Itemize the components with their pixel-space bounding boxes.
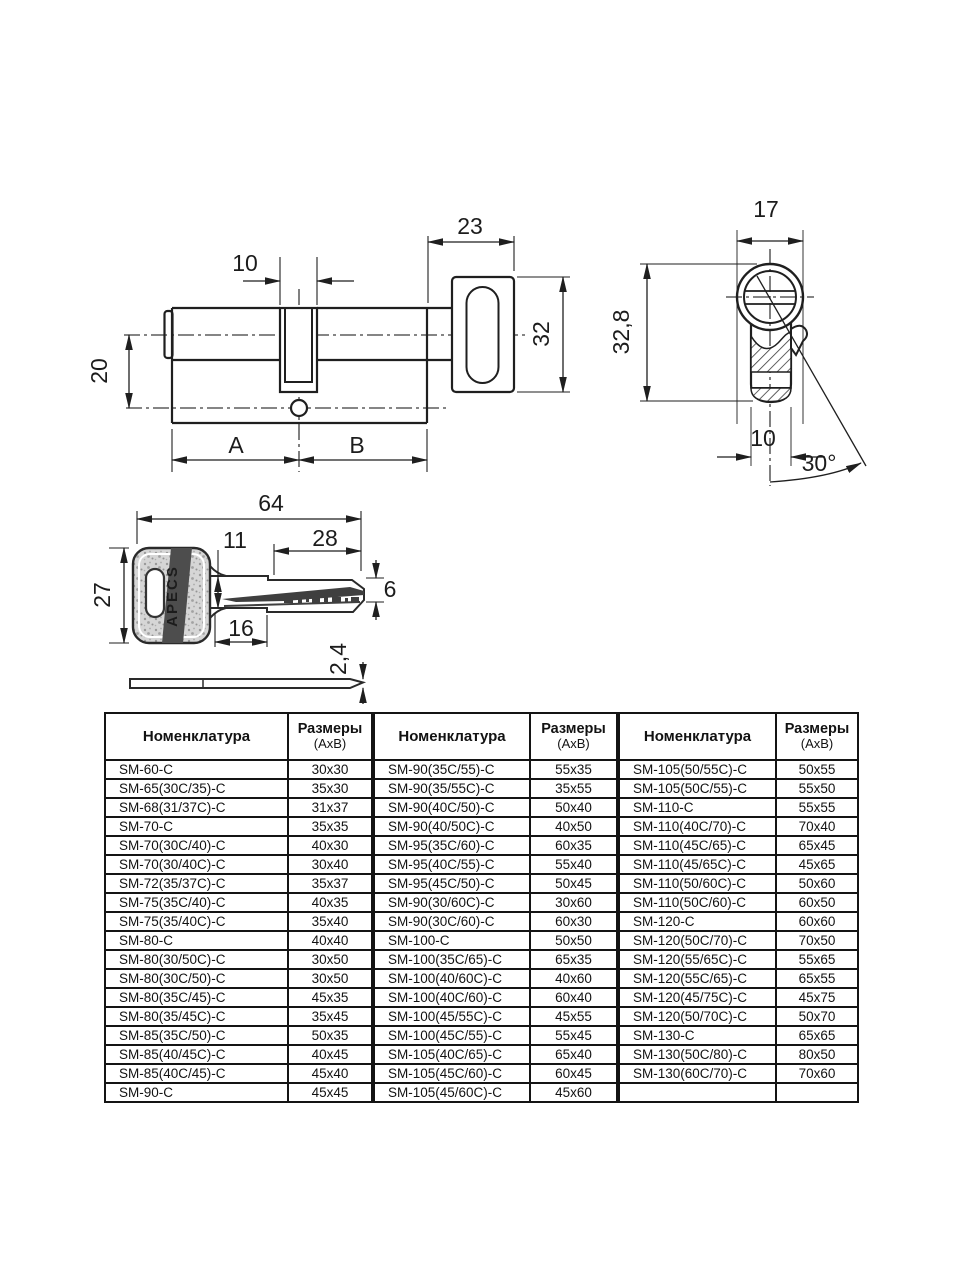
table-row (374, 1083, 617, 1102)
nomenclature-header: Номенклатура (619, 713, 776, 760)
size-header (776, 713, 858, 760)
dim-key-tip-length: 28 (312, 525, 338, 551)
size-cell: 50x35 (288, 1026, 372, 1045)
size-cell: 45x75 (776, 988, 858, 1007)
nomenclature-cell: SM-70(30C/40)-C (105, 836, 288, 855)
size-cell: 50x70 (776, 1007, 858, 1026)
size-header-title: Размеры (297, 720, 363, 737)
table-row (619, 1045, 858, 1064)
table-row (105, 760, 372, 779)
nomenclature-cell: SM-110(50/60C)-C (619, 874, 776, 893)
nomenclature-cell: SM-105(50/55C)-C (619, 760, 776, 779)
table-row (105, 931, 372, 950)
nomenclature-cell: SM-105(45/60C)-C (374, 1083, 530, 1102)
table-row (374, 912, 617, 931)
size-cell: 35x35 (288, 817, 372, 836)
dim-length-a: A (228, 432, 244, 458)
size-cell: 40x40 (288, 931, 372, 950)
table-row (374, 988, 617, 1007)
size-cell: 30x50 (288, 969, 372, 988)
size-cell: 55x50 (776, 779, 858, 798)
nomenclature-cell: SM-110-C (619, 798, 776, 817)
table-row (374, 836, 617, 855)
brand-label: APECS (164, 565, 181, 627)
nomenclature-cell: SM-85(40/45C)-C (105, 1045, 288, 1064)
table-row (374, 893, 617, 912)
table-row (619, 817, 858, 836)
nomenclature-cell: SM-110(50C/60)-C (619, 893, 776, 912)
spec-table-3 (618, 712, 859, 1103)
table-row (105, 855, 372, 874)
dim-key-base-length: 16 (228, 615, 254, 641)
table-row (619, 931, 858, 950)
knob-neck (427, 308, 452, 360)
table-row (619, 798, 858, 817)
table-row (105, 1026, 372, 1045)
size-cell: 50x60 (776, 874, 858, 893)
nomenclature-cell: SM-120(50C/70)-C (619, 931, 776, 950)
dim-knob-length: 23 (457, 213, 483, 239)
size-cell: 65x40 (530, 1045, 617, 1064)
size-cell: 55x40 (530, 855, 617, 874)
table-row (619, 988, 858, 1007)
dim-key-blade-height: 6 (383, 576, 397, 602)
table-row (374, 1007, 617, 1026)
dim-key-head-height: 27 (89, 582, 115, 608)
size-cell: 45x65 (776, 855, 858, 874)
size-header-unit: (АхВ) (313, 736, 347, 752)
nomenclature-cell: SM-130(50C/80)-C (619, 1045, 776, 1064)
size-cell (776, 1083, 858, 1102)
nomenclature-cell: SM-100(40/60C)-C (374, 969, 530, 988)
nomenclature-cell: SM-90(40C/50)-C (374, 798, 530, 817)
table-row (619, 760, 858, 779)
nomenclature-cell: SM-95(45C/50)-C (374, 874, 530, 893)
size-cell: 40x45 (288, 1045, 372, 1064)
nomenclature-cell: SM-95(40C/55)-C (374, 855, 530, 874)
dim-key-length: 64 (258, 490, 284, 516)
size-cell: 55x65 (776, 950, 858, 969)
size-cell: 60x40 (530, 988, 617, 1007)
table-row (105, 798, 372, 817)
key-ring-hole (146, 569, 164, 617)
cylinder-side-view (124, 236, 570, 472)
table-row (619, 1007, 858, 1026)
size-cell: 45x40 (288, 1064, 372, 1083)
size-cell: 40x35 (288, 893, 372, 912)
size-cell: 65x55 (776, 969, 858, 988)
nomenclature-cell: SM-65(30C/35)-C (105, 779, 288, 798)
size-cell: 40x50 (530, 817, 617, 836)
nomenclature-cell: SM-95(35C/60)-C (374, 836, 530, 855)
size-cell: 45x60 (530, 1083, 617, 1102)
table-row (105, 1045, 372, 1064)
size-cell: 31x37 (288, 798, 372, 817)
size-cell: 60x30 (530, 912, 617, 931)
table-row (619, 1083, 858, 1102)
size-header (288, 713, 372, 760)
size-cell: 55x45 (530, 1026, 617, 1045)
nomenclature-cell: SM-90(40/50C)-C (374, 817, 530, 836)
table-row (619, 950, 858, 969)
nomenclature-cell: SM-120(45/75C)-C (619, 988, 776, 1007)
table-row (105, 1007, 372, 1026)
dim-key-shoulder: 11 (223, 527, 247, 553)
size-header-unit: (АхВ) (557, 736, 590, 752)
nomenclature-cell: SM-105(45C/60)-C (374, 1064, 530, 1083)
table-row (619, 912, 858, 931)
key-side-view (130, 679, 363, 688)
table-row (619, 1064, 858, 1083)
table-row (619, 969, 858, 988)
size-cell: 35x40 (288, 912, 372, 931)
table-header-row (105, 713, 372, 760)
nomenclature-cell: SM-70-C (105, 817, 288, 836)
nomenclature-cell: SM-110(45C/65)-C (619, 836, 776, 855)
dim-knob-height: 32 (528, 321, 554, 347)
nomenclature-cell: SM-60-C (105, 760, 288, 779)
size-header-title: Размеры (784, 720, 850, 737)
size-cell: 55x55 (776, 798, 858, 817)
size-spec-tables (104, 712, 859, 1103)
dim-rotation-angle: 30° (801, 450, 837, 476)
size-cell: 30x50 (288, 950, 372, 969)
nomenclature-cell: SM-100(35C/65)-C (374, 950, 530, 969)
nomenclature-cell: SM-90(30/60C)-C (374, 893, 530, 912)
size-cell: 40x30 (288, 836, 372, 855)
nomenclature-cell: SM-80(35C/45)-C (105, 988, 288, 1007)
dim-cam-width: 10 (232, 250, 258, 276)
table-row (105, 874, 372, 893)
nomenclature-cell: SM-90(30C/60)-C (374, 912, 530, 931)
size-cell: 45x45 (288, 1083, 372, 1102)
size-header (530, 713, 617, 760)
size-cell: 30x30 (288, 760, 372, 779)
nomenclature-cell: SM-90(35C/55)-C (374, 760, 530, 779)
size-cell: 60x35 (530, 836, 617, 855)
size-cell: 50x45 (530, 874, 617, 893)
size-cell: 45x35 (288, 988, 372, 1007)
size-cell: 65x35 (530, 950, 617, 969)
nomenclature-cell: SM-80(35/45C)-C (105, 1007, 288, 1026)
nomenclature-cell: SM-100(45/55C)-C (374, 1007, 530, 1026)
table-row (105, 893, 372, 912)
nomenclature-cell: SM-72(35/37C)-C (105, 874, 288, 893)
nomenclature-cell: SM-100(45C/55)-C (374, 1026, 530, 1045)
table-row (105, 988, 372, 1007)
spec-table-2 (373, 712, 618, 1103)
table-row (105, 950, 372, 969)
nomenclature-cell: SM-90-C (105, 1083, 288, 1102)
size-cell: 35x55 (530, 779, 617, 798)
size-cell: 30x60 (530, 893, 617, 912)
nomenclature-cell: SM-85(40C/45)-C (105, 1064, 288, 1083)
size-cell: 50x50 (530, 931, 617, 950)
table-row (619, 836, 858, 855)
table-row (619, 874, 858, 893)
size-cell: 55x35 (530, 760, 617, 779)
size-cell: 65x45 (776, 836, 858, 855)
nomenclature-cell: SM-105(50C/55)-C (619, 779, 776, 798)
nomenclature-cell: SM-120(55/65C)-C (619, 950, 776, 969)
table-header-row (374, 713, 617, 760)
dim-axis-offset: 20 (86, 358, 112, 384)
dim-section-height: 32,8 (608, 309, 634, 355)
table-row (374, 874, 617, 893)
nomenclature-cell: SM-100(40C/60)-C (374, 988, 530, 1007)
nomenclature-cell: SM-75(35C/40)-C (105, 893, 288, 912)
section-hatch-upper (751, 332, 791, 372)
nomenclature-header: Номенклатура (374, 713, 530, 760)
nomenclature-cell (619, 1083, 776, 1102)
table-row (374, 931, 617, 950)
nomenclature-cell: SM-80-C (105, 931, 288, 950)
screw-hole (291, 400, 307, 416)
table-row (374, 779, 617, 798)
dim-key-thickness: 2,4 (325, 643, 351, 675)
table-row (105, 1083, 372, 1102)
nomenclature-header: Номенклатура (105, 713, 288, 760)
table-row (374, 1045, 617, 1064)
dim-length-b: B (349, 432, 365, 458)
nomenclature-cell: SM-85(35C/50)-C (105, 1026, 288, 1045)
nomenclature-cell: SM-80(30C/50)-C (105, 969, 288, 988)
table-row (374, 969, 617, 988)
size-cell: 30x40 (288, 855, 372, 874)
size-cell: 65x65 (776, 1026, 858, 1045)
table-row (619, 855, 858, 874)
nomenclature-cell: SM-80(30/50C)-C (105, 950, 288, 969)
dim-section-width: 17 (753, 196, 779, 222)
size-cell: 35x45 (288, 1007, 372, 1026)
table-row (105, 969, 372, 988)
table-row (374, 1026, 617, 1045)
table-row (374, 1064, 617, 1083)
table-row (374, 760, 617, 779)
table-row (105, 912, 372, 931)
nomenclature-cell: SM-120(50/70C)-C (619, 1007, 776, 1026)
section-hatch-lower (751, 388, 791, 402)
nomenclature-cell: SM-100-C (374, 931, 530, 950)
size-cell: 35x37 (288, 874, 372, 893)
nomenclature-cell: SM-70(30/40C)-C (105, 855, 288, 874)
size-cell: 80x50 (776, 1045, 858, 1064)
table-header-row (619, 713, 858, 760)
table-row (374, 798, 617, 817)
nomenclature-cell: SM-130(60C/70)-C (619, 1064, 776, 1083)
table-row (105, 1064, 372, 1083)
table-row (374, 950, 617, 969)
dim-foot-width: 10 (750, 425, 776, 451)
nomenclature-cell: SM-110(45/65C)-C (619, 855, 776, 874)
size-cell: 70x60 (776, 1064, 858, 1083)
table-row (374, 817, 617, 836)
size-cell: 45x55 (530, 1007, 617, 1026)
table-row (619, 893, 858, 912)
nomenclature-cell: SM-120-C (619, 912, 776, 931)
nomenclature-cell: SM-75(35/40C)-C (105, 912, 288, 931)
spec-table-1 (104, 712, 373, 1103)
size-cell: 50x40 (530, 798, 617, 817)
size-cell: 60x50 (776, 893, 858, 912)
nomenclature-cell: SM-68(31/37C)-C (105, 798, 288, 817)
size-header-unit: (АхВ) (800, 736, 834, 752)
size-cell: 60x60 (776, 912, 858, 931)
thumbturn-knob (452, 277, 514, 392)
nomenclature-cell: SM-110(40C/70)-C (619, 817, 776, 836)
table-row (105, 836, 372, 855)
size-cell: 70x40 (776, 817, 858, 836)
nomenclature-cell: SM-130-C (619, 1026, 776, 1045)
size-cell: 35x30 (288, 779, 372, 798)
table-row (374, 855, 617, 874)
table-row (619, 1026, 858, 1045)
size-cell: 70x50 (776, 931, 858, 950)
table-row (619, 779, 858, 798)
size-header-title: Размеры (541, 720, 606, 737)
size-cell: 50x55 (776, 760, 858, 779)
nomenclature-cell: SM-105(40C/65)-C (374, 1045, 530, 1064)
size-cell: 60x45 (530, 1064, 617, 1083)
size-cell: 40x60 (530, 969, 617, 988)
table-row (105, 817, 372, 836)
nomenclature-cell: SM-90(35/55C)-C (374, 779, 530, 798)
nomenclature-cell: SM-120(55C/65)-C (619, 969, 776, 988)
table-row (105, 779, 372, 798)
